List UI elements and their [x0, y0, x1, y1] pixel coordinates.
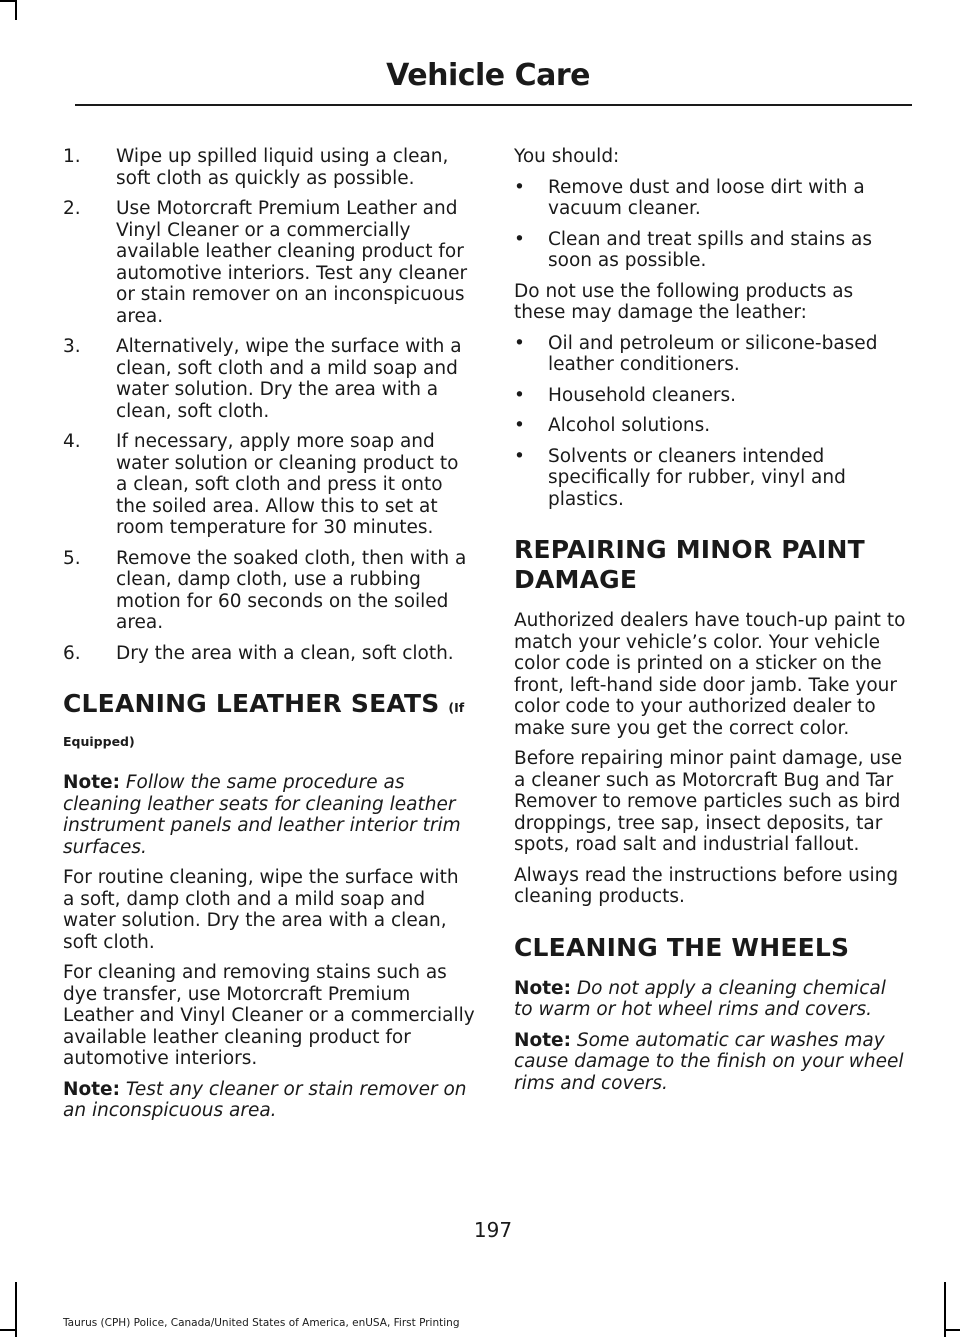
- step-number: 4.: [63, 431, 81, 452]
- step-text: Wipe up spilled liquid using a clean, soft cloth as quickly as possible.: [116, 146, 449, 189]
- note-paragraph: [514, 978, 910, 1021]
- crop-mark: [946, 1329, 960, 1331]
- step-item: [63, 146, 475, 189]
- note-label: Note:: [63, 1078, 120, 1100]
- leather-seats-heading: [63, 689, 475, 757]
- step-item: [63, 336, 475, 422]
- left-column: [63, 146, 475, 1131]
- body-paragraph: For routine cleaning, wipe the surface with a soft, damp cloth and a mild soap and water solution. Dry the area with a clean, soft cloth.: [63, 867, 459, 953]
- crop-mark: [15, 0, 17, 20]
- step-text: Dry the area with a clean, soft cloth.: [116, 642, 454, 664]
- note-paragraph: [63, 772, 475, 858]
- step-number: 3.: [63, 336, 81, 357]
- footer-text: Taurus (CPH) Police, Canada/United States of America, enUSA, First Printing: [63, 1317, 460, 1329]
- step-item: [63, 548, 475, 634]
- step-item: [63, 198, 475, 327]
- cleaning-wheels-heading: CLEANING THE WHEELS: [514, 932, 850, 962]
- right-column: [514, 146, 910, 1103]
- step-number: 1.: [63, 146, 81, 167]
- step-text: Alternatively, wipe the surface with a clean, soft cloth and a mild soap and water solution. Dry the area with a clean, soft cloth.: [116, 336, 462, 422]
- cleaning-steps-list: [63, 146, 475, 664]
- paint-damage-heading: REPAIRING MINOR PAINT DAMAGE: [514, 535, 865, 594]
- body-paragraph: For cleaning and removing stains such as dye transfer, use Motorcraft Premium Leather and Vinyl Cleaner or a commercially available leather cleaning product for automotive interiors.: [63, 962, 475, 1069]
- step-number: 6.: [63, 642, 81, 664]
- list-item: • Alcohol solutions.: [514, 415, 910, 437]
- note-text: Follow the same procedure as cleaning leather seats for cleaning leather instrument panels and leather interior trim surfaces.: [63, 772, 461, 858]
- note-paragraph: [63, 1079, 475, 1122]
- body-paragraph: Authorized dealers have touch-up paint to match your vehicle’s color. Your vehicle color code is printed on a sticker on the front, left-hand side door jamb. Take your color code to your authorized dealer to make sure you get the correct color.: [514, 610, 906, 739]
- avoid-list: [514, 333, 910, 511]
- note-text: Some automatic car washes may cause damage to the finish on your wheel rims and covers.: [514, 1029, 904, 1094]
- crop-mark: [15, 1282, 17, 1337]
- note-paragraph: [514, 1030, 910, 1095]
- list-item: • Clean and treat spills and stains as soon as possible.: [514, 229, 910, 272]
- list-item: • Oil and petroleum or silicone-based leather conditioners.: [514, 333, 910, 376]
- note-label: Note:: [63, 772, 120, 793]
- header-divider: [75, 104, 912, 106]
- list-item: • Solvents or cleaners intended specifically for rubber, vinyl and plastics.: [514, 446, 910, 511]
- body-paragraph: You should:: [514, 146, 620, 167]
- step-number: 5.: [63, 547, 81, 569]
- list-item: • Remove dust and loose dirt with a vacuum cleaner.: [514, 177, 910, 220]
- leather-seats-heading-suffix: (If Equipped): [63, 700, 465, 749]
- leather-seats-heading-text: CLEANING LEATHER SEATS: [63, 689, 440, 718]
- body-paragraph: Always read the instructions before using cleaning products.: [514, 864, 899, 907]
- body-paragraph: Before repairing minor paint damage, use a cleaner such as Motorcraft Bug and Tar Remover to remove particles such as bird droppings, tree sap, insect deposits, tar spots, road salt and industrial fallout.: [514, 748, 903, 855]
- step-text: Use Motorcraft Premium Leather and Vinyl Cleaner or a commercially available leather cleaning product for automotive interiors. Test any cleaner or stain remover on an inconspicuous area.: [116, 198, 468, 327]
- page-number: 197: [473, 1218, 513, 1242]
- page-title: Vehicle Care: [386, 58, 590, 93]
- list-item: • Household cleaners.: [514, 385, 910, 407]
- note-label: Note:: [514, 1029, 571, 1051]
- step-text: Remove the soaked cloth, then with a clean, damp cloth, use a rubbing motion for 60 seconds on the soiled area.: [116, 547, 467, 633]
- step-item: [63, 643, 475, 665]
- note-text: Test any cleaner or stain remover on an inconspicuous area.: [63, 1078, 467, 1121]
- step-number: 2.: [63, 198, 81, 219]
- crop-mark: [0, 1329, 15, 1331]
- should-list: [514, 177, 910, 272]
- body-paragraph: Do not use the following products as these may damage the leather:: [514, 280, 854, 323]
- note-text: Do not apply a cleaning chemical to warm or hot wheel rims and covers.: [514, 977, 886, 1020]
- crop-mark: [0, 0, 15, 2]
- note-label: Note:: [514, 977, 571, 999]
- step-item: [63, 431, 475, 539]
- step-text: If necessary, apply more soap and water solution or cleaning product to a clean, soft cloth and press it onto the soiled area. Allow this to set at room temperature for 30 minutes.: [116, 431, 459, 538]
